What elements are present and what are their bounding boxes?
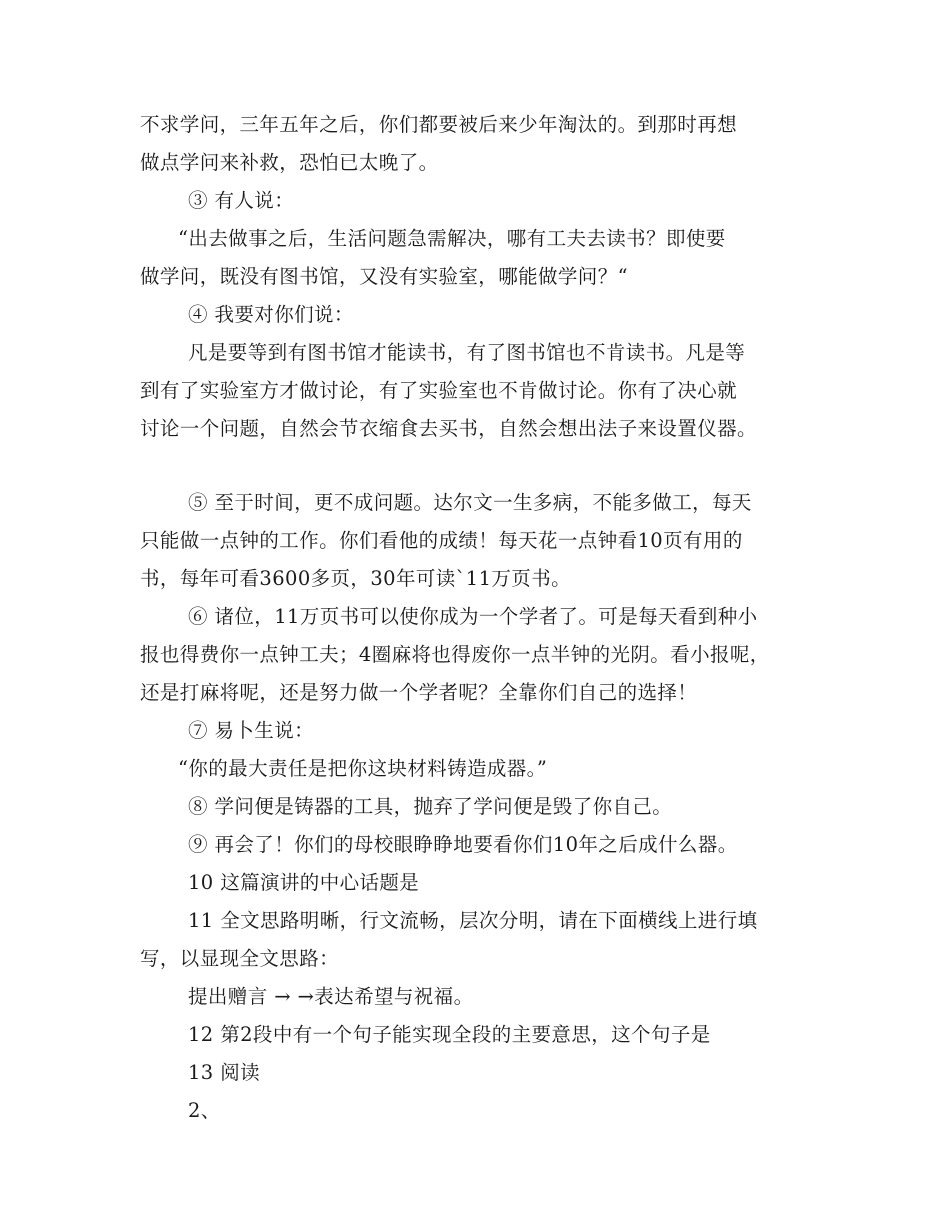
text-line: 还是打麻将呢，还是努力做一个学者呢？全靠你们自己的选择！ [140,681,698,704]
text-line: 凡是要等到有图书馆才能读书，有了图书馆也不肯读书。凡是等 [188,341,746,364]
text-line: ⑧ 学问便是铸器的工具，抛弃了学问便是毁了你自己。 [188,795,673,818]
text-line: ⑤ 至于时间，更不成问题。达尔文一生多病，不能多做工，每天 [188,491,752,514]
text-line: 做点学问来补救，恐怕已太晚了。 [140,151,439,174]
text-line: 做学问，既没有图书馆，又没有实验室，哪能做学问？“ [140,265,628,288]
text-line: ③ 有人说： [188,189,295,212]
text-line: ④ 我要对你们说： [188,303,354,326]
text-line: 书，每年可看3600多页，30年可读`11万页书。 [140,567,572,590]
text-line: 只能做一点钟的工作。你们看他的成绩！每天花一点钟看10页有用的 [140,529,743,552]
question-12: 12 第2段中有一个句子能实现全段的主要意思，这个句子是 [188,1023,711,1046]
text-line: 写，以显现全文思路： [140,947,340,970]
question-10: 10 这篇演讲的中心话题是 [188,871,420,894]
text-line: 报也得费你一点钟工夫；4圈麻将也得废你一点半钟的光阴。看小报呢， [140,643,770,666]
text-line: 提出赠言 → →表达希望与祝福。 [188,985,474,1008]
text-line: “出去做事之后，生活问题急需解决，哪有工夫去读书？即使要 [178,227,726,250]
text-line: “你的最大责任是把你这块材料铸造成器。” [178,757,548,780]
question-13: 13 阅读 [188,1061,261,1084]
text-line: ⑨ 再会了！你们的母校眼睁睁地要看你们10年之后成什么器。 [188,833,738,856]
section-number: 2、 [188,1099,221,1122]
text-line: 讨论一个问题，自然会节衣缩食去买书，自然会想出法子来设置仪器。 [140,417,757,440]
text-line: ⑦ 易卜生说： [188,719,314,742]
question-11: 11 全文思路明晰，行文流畅，层次分明，请在下面横线上进行填 [188,909,758,932]
text-line: ⑥ 诸位，11万页书可以使你成为一个学者了。可是每天看到种小 [188,605,758,628]
text-line: 到有了实验室方才做讨论，有了实验室也不肯做讨论。你有了决心就 [140,379,738,402]
text-line: 不求学问，三年五年之后，你们都要被后来少年淘汰的。到那时再想 [140,113,738,136]
